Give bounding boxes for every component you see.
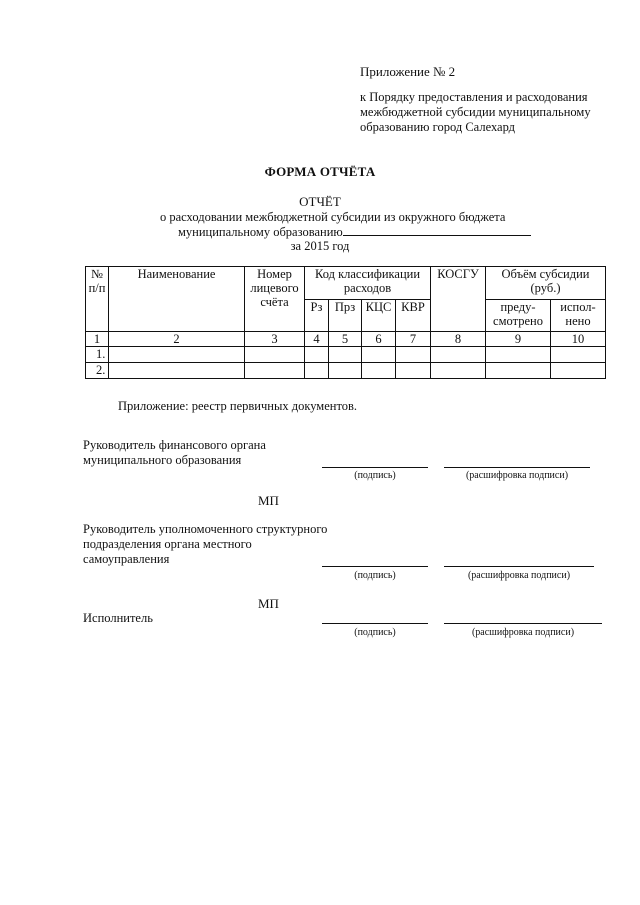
signer-role: Исполнитель [83,611,153,625]
stamp-label: МП [258,493,279,508]
column-number: 10 [551,332,606,347]
table-cell [329,347,362,363]
table-cell: 1. [86,347,109,363]
column-number: 7 [396,332,431,347]
signature-line [322,623,428,624]
stamp-label: МП [258,596,279,611]
decode-caption: (расшифровка подписи) [467,570,571,581]
header-num: № п/п [86,267,109,332]
signature-line [322,467,428,468]
signer-role: Руководитель уполномоченного структурного подразделения органа местного самоуправления [83,522,328,566]
header-kosgu: КОСГУ [431,267,486,332]
table-cell: 2. [86,363,109,379]
header-prz: Прз [329,300,362,332]
column-number: 6 [362,332,396,347]
table-cell [109,363,245,379]
table-cell [245,363,305,379]
signature-caption: (подпись) [354,470,396,481]
signer-role: Руководитель финансового органа муниципального образования [83,438,266,467]
decode-line [444,467,590,468]
form-title: ФОРМА ОТЧЁТА [264,164,376,179]
column-number: 9 [486,332,551,347]
table-cell [329,363,362,379]
appendix-header [360,64,591,135]
table-cell [362,363,396,379]
column-number: 8 [431,332,486,347]
recipient-blank-line [343,224,531,236]
report-year: за 2015 год [290,239,350,253]
header-name: Наименование [109,267,245,332]
signature-caption: (подпись) [354,627,396,638]
appendix-title: Приложение № 2 [360,64,456,79]
report-subtitle [160,210,531,239]
signature-caption: (подпись) [354,570,396,581]
column-number: 4 [305,332,329,347]
table-cell [362,347,396,363]
report-subtitle-line: о расходовании межбюджетной субсидии из окружного бюджета [160,210,506,224]
header-kcs: КЦС [362,300,396,332]
signature-line [322,566,428,567]
table-cell [245,347,305,363]
attachment-note: Приложение: реестр первичных документов. [118,399,358,413]
table-cell [109,347,245,363]
header-rz: Рз [305,300,329,332]
report-subtitle-line [160,224,531,239]
table-cell [551,363,606,379]
table-cell [305,347,329,363]
decode-line [444,623,602,624]
appendix-line: межбюджетной субсидии муниципальному [360,105,591,119]
appendix-line: образованию город Салехард [360,120,516,134]
table-cell [486,363,551,379]
table-cell [305,363,329,379]
header-classification: Код классификации расходов [305,267,431,300]
report-title: ОТЧЁТ [299,194,341,209]
appendix-line: к Порядку предоставления и расходования [360,90,588,104]
table-cell [431,347,486,363]
header-planned: преду- смотрено [486,300,551,332]
column-number: 5 [329,332,362,347]
header-kvr: КВР [396,300,431,332]
table-row [86,363,606,379]
table-row [86,347,606,363]
column-number: 2 [109,332,245,347]
decode-caption: (расшифровка подписи) [471,627,575,638]
decode-caption: (расшифровка подписи) [465,470,569,481]
decode-line [444,566,594,567]
header-account: Номер лицевого счёта [245,267,305,332]
table-cell [486,347,551,363]
report-recipient-label: муниципальному образованию [178,225,343,239]
column-number: 1 [86,332,109,347]
column-number: 3 [245,332,305,347]
header-executed: испол- нено [551,300,606,332]
header-volume: Объём субсидии (руб.) [486,267,606,300]
table-cell [396,347,431,363]
table-cell [396,363,431,379]
report-table [85,266,606,379]
table-cell [551,347,606,363]
table-cell [431,363,486,379]
